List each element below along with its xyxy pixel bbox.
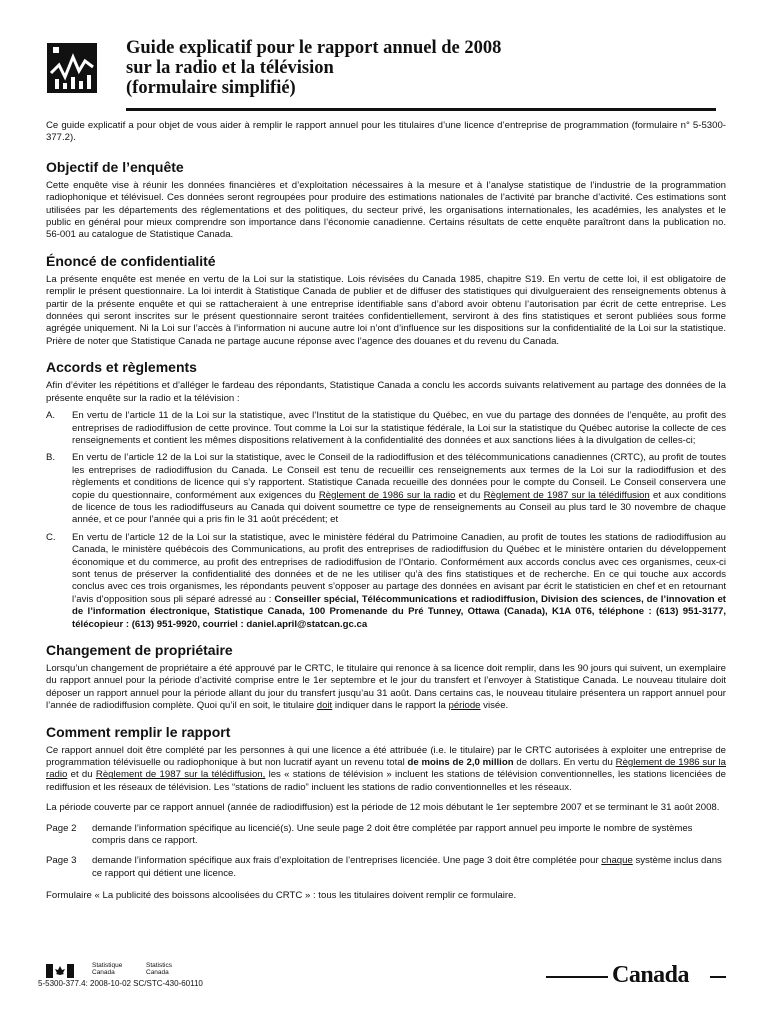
section-heading: Objectif de l’enquête <box>46 158 184 175</box>
underlined-word: période <box>448 700 481 712</box>
section-heading: Changement de propriétaire <box>46 642 233 658</box>
section-paragraph: La période couverte par ce rapport annuel (année de radiodiffusion) est la période de 12 mois débutant le 1er septembre 2007 et se terminant le 31 août 2008. <box>46 802 720 814</box>
section-paragraph: Formulaire « La publicité des boissons alcoolisées du CRTC » : tous les titulaires doivent remplir ce formulaire. <box>46 890 517 902</box>
text-run: et aux conditions de licence de tous les radiodiffuseurs au Canada qui doivent soumettre ce type de renseignements au Conseil au plus tard le 30 novembre de chaque année, et ce pour l’année qui a pris fin le 31 août précédent; et <box>72 489 726 526</box>
section-paragraph <box>46 745 726 795</box>
page-footer <box>38 962 726 1002</box>
section-paragraph <box>46 663 726 713</box>
title-line-2: sur la radio et la télévision <box>126 58 334 78</box>
section-accords <box>46 358 726 631</box>
page-description <box>46 823 726 848</box>
item-text <box>72 532 726 631</box>
wordmark-rule <box>546 976 608 978</box>
section-paragraph: La présente enquête est menée en vertu de la Loi sur la statistique. Lois révisées du Canada 1985, chapitre S19. En vertu de cette loi, il est obligatoire de remplir le présent questionnaire. La loi interdit à Statistique Canada de publier et de diffuser des statistiques qui divulgueraient des renseignements obtenus à partir de la présente enquête et qui se rattacheraient à une entreprise identifiable sans d’abord avoir obtenu l’autorisation par écrit de cette entreprise. Les données qui seront inscrites sur le présent questionnaire seront traitées confidentiellement, serviront à des fins statistiques et seront publiées sous forme agrégée uniquement. Ni la Loi sur l’accès à l’information ni aucune autre loi n’ont d’influence sur les dispositions sur la confidentialité de la Loi sur la statistique. Prière de noter que Statistique Canada ne partage aucune réponse avec l’agence des douanes et du revenu du Canada. <box>46 273 726 347</box>
list-item <box>46 532 726 631</box>
statcan-en-signature <box>146 962 172 976</box>
intro-paragraph: Ce guide explicatif a pour objet de vous aider à remplir le rapport annuel pour les titulaires d’une licence d’entreprise de programmation (formulaire n° 5-5300-377.2). <box>46 120 726 144</box>
page-text: demande l’information spécifique au licencié(s). Une seule page 2 doit être complétée par rapport annuel peu importe le nombre de systèmes compris dans ce rapport. <box>92 822 693 847</box>
document-body <box>46 120 726 913</box>
item-text <box>72 452 726 526</box>
item-text: En vertu de l’article 11 de la Loi sur la statistique, avec l’Institut de la statistique du Québec, en vue du partage des données de l’enquête, au profit des entreprises de radiodiffusion de cette province. Tout comme la Loi sur la statistique fédérale, la Loi sur la statistique du Québec autorise la collecte de ces renseignements et contient les mêmes dispositions relativement à la confidentialité des données et aux sanctions liées à la divulgation de celles-ci; <box>72 410 726 446</box>
statcan-fr-signature <box>92 962 122 976</box>
section-objectif <box>46 158 726 242</box>
page-label: Page 2 <box>46 822 77 834</box>
text-run: En vertu de l’article 12 de la Loi sur la statistique, avec le Conseil de la radiodiffusion et des télécommunications canadiennes (CRTC), au profit de toutes les entreprises de radiodiffusion du Canada. Le Conseil est tenu de recueillir ces renseignements aux termes de la Loi sur la radiodiffusion et des règlements et conditions de licence qui s’y rapportent. Statistique Canada recueille des données pour le compte du Conseil. Le Conseil conservera une copie du questionnaire, conformément aux exigences du <box>72 452 726 501</box>
title-line-1: Guide explicatif pour le rapport annuel de 2008 <box>126 38 502 58</box>
text-run: Lorsqu’un changement de propriétaire a été approuvé par le CRTC, le titulaire qui renonce à sa licence doit remplir, dans les 90 jours qui suivent, un exemplaire du rapport annuel pour la période d’activité comprise entre le 1er septembre et le jour du transfert et l’envoyer à Statistique Canada. Le nouveau titulaire doit déposer un rapport annuel pour la période allant du jour du transfert jusqu’au 31 août. Dans certains cas, le nouveau titulaire présentera un rapport annuel pour l’année de radiodiffusion complète. Quoi qu’il en soit, le titulaire <box>46 663 726 712</box>
signature-line: Statistique <box>92 962 123 969</box>
signature-line: Canada <box>146 969 169 976</box>
regulation-radio-link[interactable]: Règlement de 1986 sur la radio <box>46 757 727 781</box>
canada-wordmark: Canada <box>612 962 690 988</box>
page-text <box>92 855 726 880</box>
statcan-chart-logo <box>47 43 97 93</box>
list-item <box>46 452 726 526</box>
regulation-radio-link[interactable]: Règlement de 1986 sur la radio <box>318 489 456 501</box>
item-label: B. <box>46 452 56 464</box>
signature-line: Statistics <box>146 962 173 969</box>
section-confidentialite <box>46 252 726 348</box>
bold-text: de moins de 2,0 million <box>407 757 514 769</box>
text-run: indiquer dans le rapport la <box>332 700 449 712</box>
section-heading: Accords et règlements <box>46 359 197 376</box>
section-remplir <box>46 723 726 903</box>
underlined-word: doit <box>316 700 333 712</box>
item-label: A. <box>46 410 56 422</box>
page-description <box>46 855 726 880</box>
section-heading: Comment remplir le rapport <box>46 723 231 740</box>
text-run: de dollars. En vertu du <box>513 757 616 769</box>
form-number: 5-5300-377.4: 2008-10-02 SC/STC-430-60110 <box>38 979 203 988</box>
text-run: visée. <box>480 700 509 712</box>
underlined-word: chaque <box>601 855 633 867</box>
section-paragraph: Cette enquête vise à réunir les données financières et d’exploitation nécessaires à la mesure et à l’analyse statistique de l’industrie de la programmation radiophonique et télévisuel. Ces données seront regroupées pour produire des estimations nationales de l’activité par branche d’activité. Ces estimations sont utilisées par les départements des réglementations et des politiques, du secteur privé, les organisations internationales, les académies, les analystes et le public en général pour mieux comprendre son importance dans l’économie canadienne. Certains résultats de cette enquête paraîtront dans la publication no. 56-001 au catalogue de Statistique Canada. <box>46 179 726 241</box>
item-label: C. <box>46 531 56 543</box>
document-title <box>126 38 726 98</box>
canada-flag-icon <box>46 964 74 978</box>
section-heading: Énoncé de confidentialité <box>46 252 216 269</box>
signature-line: Canada <box>92 969 115 976</box>
regulation-tv-link[interactable]: Règlement de 1987 sur la télédiffusion <box>483 489 650 501</box>
regulation-tv-link[interactable]: Règlement de 1987 sur la télédiffusion, <box>95 769 266 781</box>
text-run: et du <box>455 489 484 501</box>
contact-address: Conseiller spécial, Télécommunications et radiodiffusion, Division des sciences, de l’innovation et de l’information électronique, Statistique Canada, 100 Promenande du Pré Tunney, Ottawa (Canada), K1A 0T6, téléphone : (613) 951-3177, télécopieur : (613) 951-9920, courriel : daniel.april@statcan.gc.ca <box>72 593 726 630</box>
text-run: demande l’information spécifique aux frais d’exploitation de l’entreprises licenciée. Une page 3 doit être complétée pour <box>92 855 602 867</box>
wordmark-rule <box>710 976 726 978</box>
title-line-3: (formulaire simplifié) <box>126 78 296 98</box>
page-label: Page 3 <box>46 855 77 867</box>
list-item <box>46 410 726 447</box>
text-run: Ce rapport annuel doit être complété par les personnes à qui une licence a été attribuée (i.e. le titulaire) par le CRTC autorisées à exploiter une entreprise de programmation télévisuelle ou radiophonique à but non lucratif ayant un revenu total <box>46 744 726 769</box>
title-rule <box>126 108 716 111</box>
text-run: les « stations de télévision » incluent les stations de télévision conventionnelles, les stations licenciées de rediffusion et les réseaux de télévision. Les “stations de radio” incluent les stations de radio conventionnelles et les réseaux. <box>46 769 726 793</box>
text-run: système inclus dans ce rapport qui détient une licence. <box>92 855 722 879</box>
text-run: et du <box>67 769 96 781</box>
text-run: En vertu de l’article 12 de la Loi sur la statistique, avec le ministère fédéral du Patrimoine Canadien, au profit de toutes les stations de radiodiffusion au Canada, le ministère québécois des Communications, au profit des entreprises de radiodiffusion du Québec et le ministère ontarien du développement économique et du commerce, au profit des entreprises de radiodiffusion de l’Ontario. Conformément aux accords conclus avec ces organismes, ceux-ci sont tenus de préserver la confidentialité des données et de ne les utiliser qu’à des fins statistiques et de recherche. En ce qui touche aux accords conclus avec ces trois organismes, les répondants peuvent s’opposer au partage des données en avisant par écrit le statisticien en chef et en retournant l’avis d’opposition sous pli séparé adressé au : <box>72 531 726 605</box>
section-proprietaire <box>46 641 726 713</box>
section-paragraph: Afin d’éviter les répétitions et d’alléger le fardeau des répondants, Statistique Canada a conclu les accords suivants relativement au partage des données de la présente enquête sur la radio et la télévision : <box>46 380 726 404</box>
